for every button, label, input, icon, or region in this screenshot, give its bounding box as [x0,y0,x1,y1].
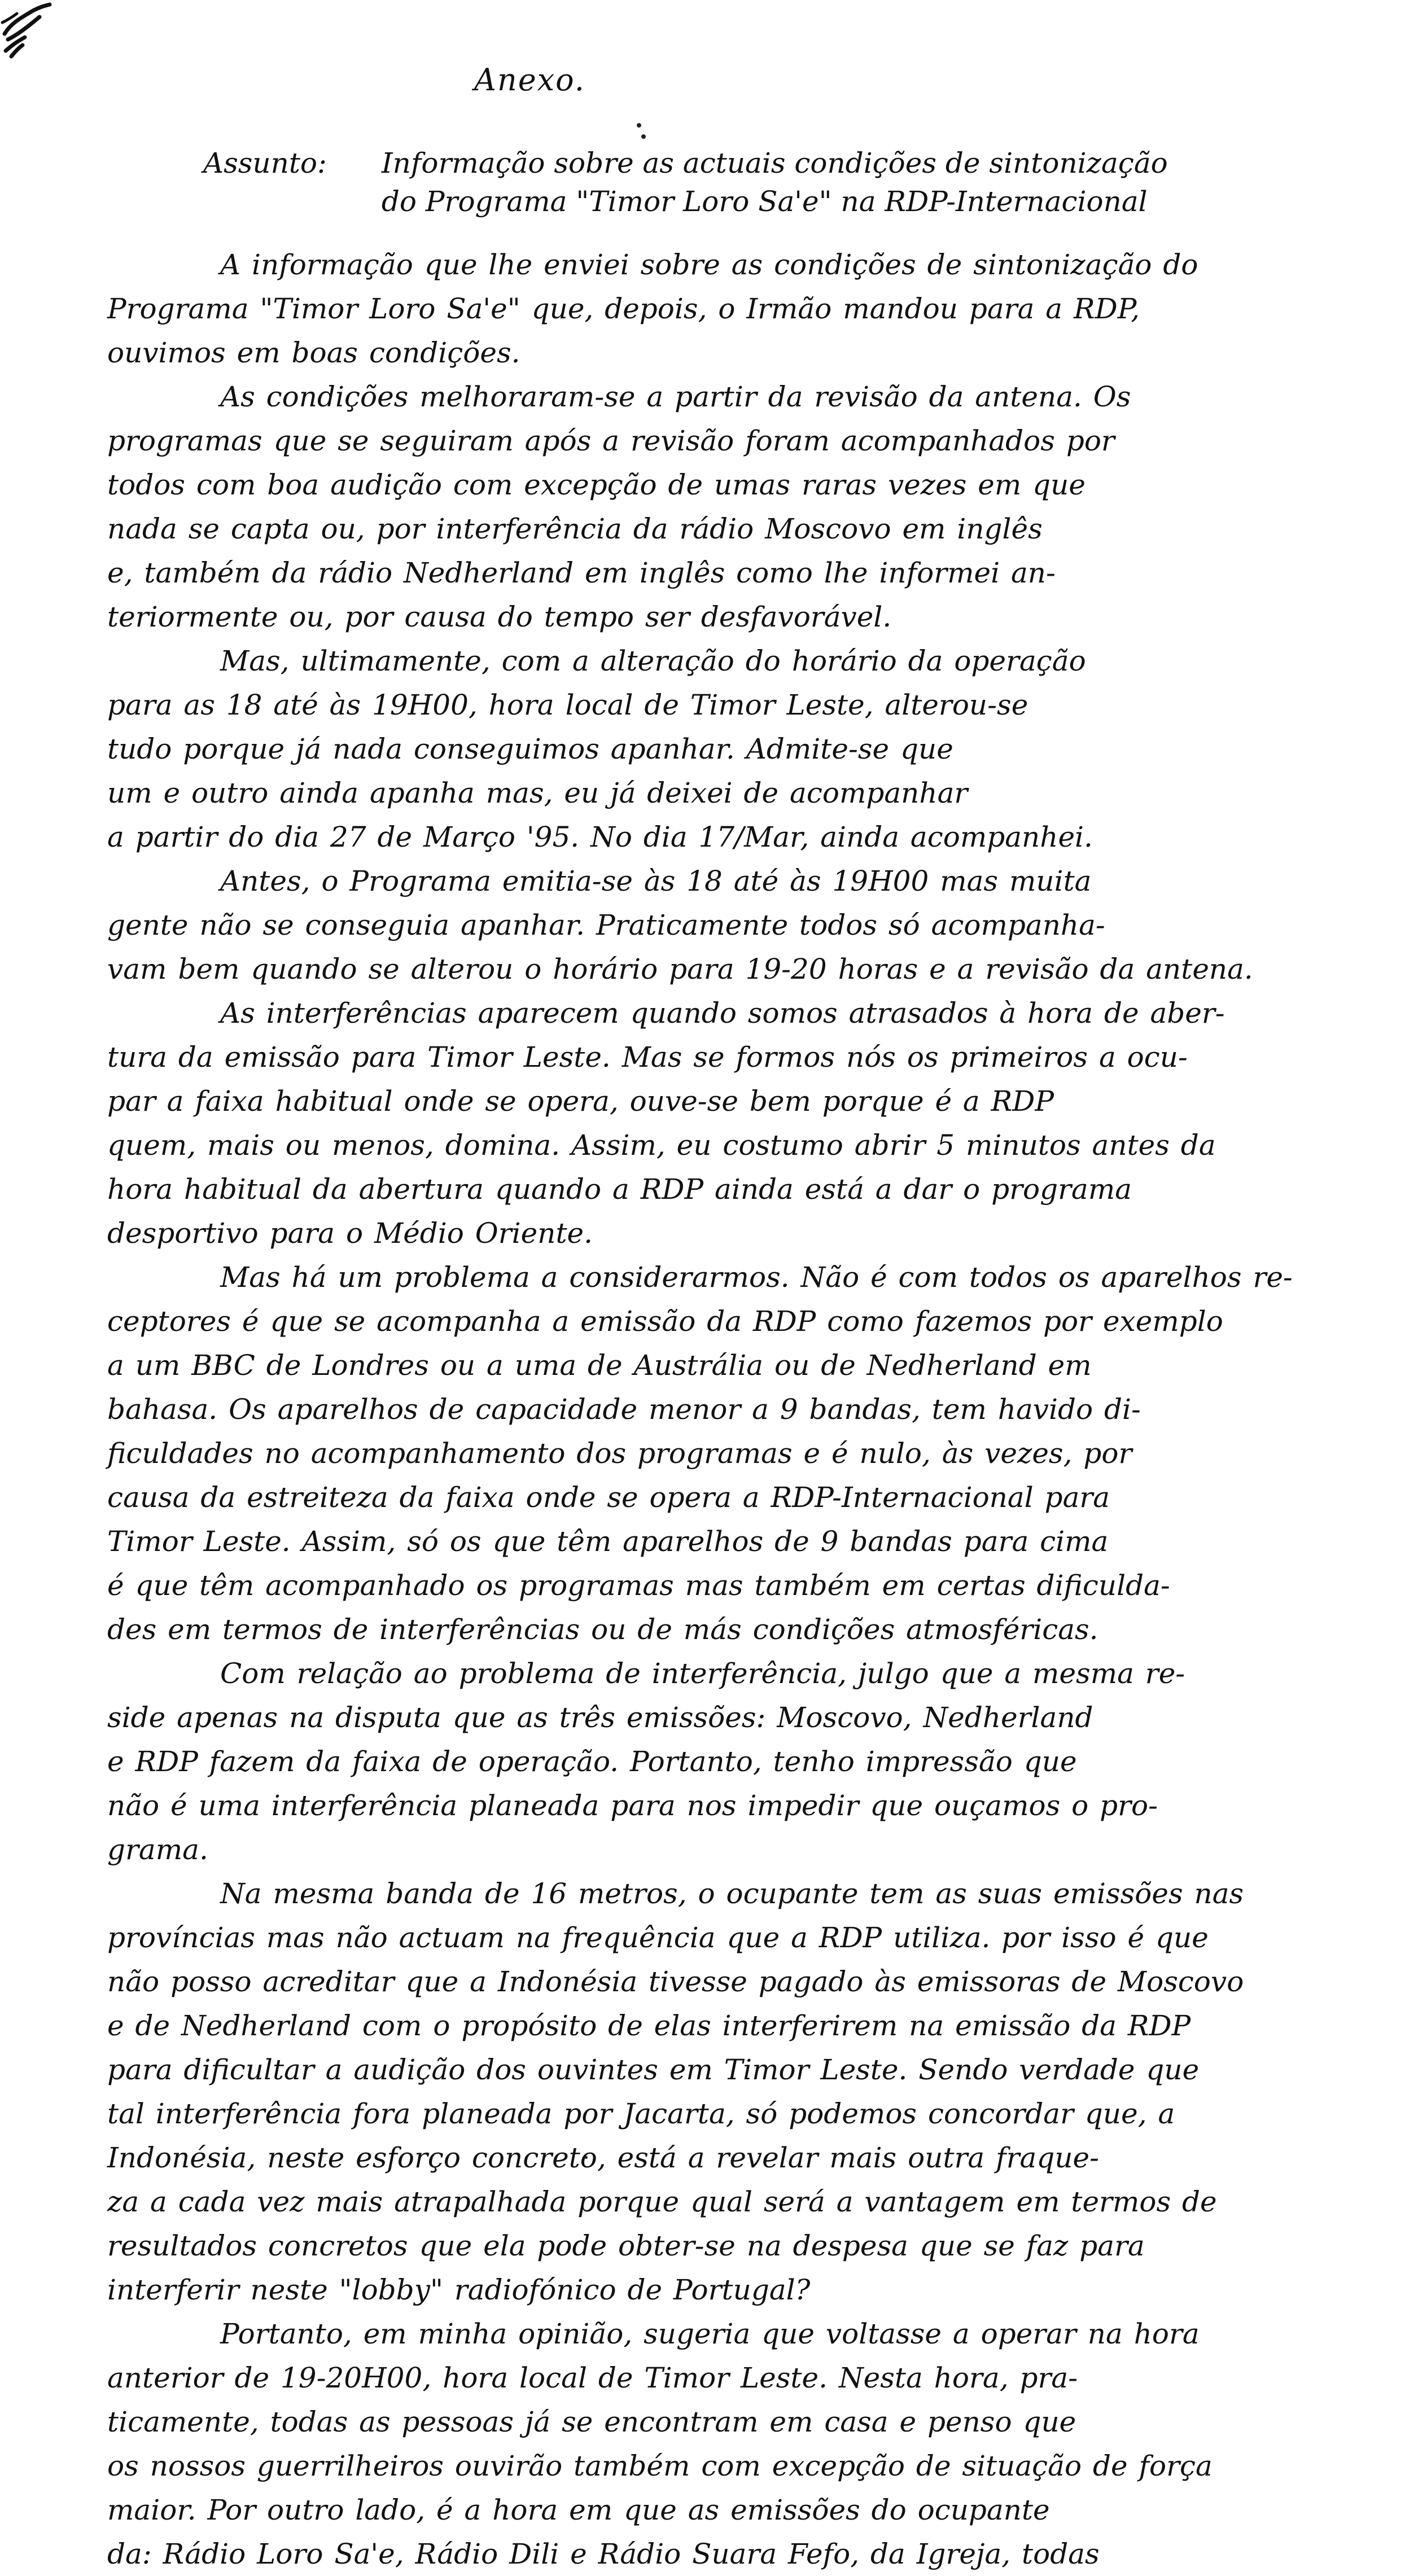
body-line: os nossos guerrilheiros ouvirão também com excepção de situação de força [107,2450,1212,2482]
body-line: ficuldades no acompanhamento dos programas e é nulo, às vezes, por [107,1437,1132,1470]
subject-line: do Programa "Timor Loro Sa'e" na RDP-Internacional [381,185,1148,218]
body-line: interferir neste "lobby" radiofónico de Portugal? [107,2273,811,2306]
body-line: quem, mais ou menos, domina. Assim, eu costumo abrir 5 minutos antes da [107,1129,1216,1162]
subject-line: Informação sobre as actuais condições de sintonização [381,147,1168,179]
body-line: anterior de 19-20H00, hora local de Timor Leste. Nesta hora, pra- [107,2362,1078,2394]
subject-label: Assunto: [203,147,327,179]
body-line: todos com boa audição com excepção de umas raras vezes em que [107,468,1085,501]
body-line: causa da estreiteza da faixa onde se opera a RDP-Internacional para [107,1481,1110,1514]
body-line: para dificultar a audição dos ouvintes em Timor Leste. Sendo verdade que [107,2053,1200,2086]
body-line: desportivo para o Médio Oriente. [107,1217,593,1250]
body-line: Portanto, em minha opinião, sugeria que voltasse a operar na hora [220,2317,1200,2350]
body-line: para as 18 até às 19H00, hora local de Timor Leste, alterou-se [107,689,1028,721]
body-line: Mas há um problema a considerarmos. Não é com todos os aparelhos re- [220,1261,1293,1294]
body-line: A informação que lhe enviei sobre as condições de sintonização do [220,248,1198,281]
body-line: teriormente ou, por causa do tempo ser desfavorável. [107,601,892,633]
body-line: não é uma interferência planeada para nos impedir que ouçamos o pro- [107,1789,1158,1822]
body-line: ceptores é que se acompanha a emissão da RDP como fazemos por exemplo [107,1305,1223,1338]
body-line: e, também da rádio Nedherland em inglês como lhe informei an- [107,557,1056,589]
body-line: Mas, ultimamente, com a alteração do horário da operação [220,645,1086,677]
pen-scribble-mark [0,0,68,68]
body-line: é que têm acompanhado os programas mas também em certas dificulda- [107,1569,1170,1602]
subject-block [203,144,1321,221]
body-line: a um BBC de Londres ou a uma de Austrália ou de Nedherland em [107,1349,1092,1382]
body-line: hora habitual da abertura quando a RDP ainda está a dar o programa [107,1173,1132,1206]
body-line: da: Rádio Loro Sa'e, Rádio Dili e Rádio Suara Fefo, da Igreja, todas [107,2538,1100,2570]
body-line: tura da emissão para Timor Leste. Mas se formos nós os primeiros a ocu- [107,1041,1188,1074]
body-line: Programa "Timor Loro Sa'e" que, depois, o Irmão mandou para a RDP, [107,292,1140,325]
body-line: ouvimos em boas condições. [107,336,520,369]
ink-dot [637,123,641,128]
body-line: As interferências aparecem quando somos atrasados à hora de aber- [220,997,1225,1029]
body-line: ticamente, todas as pessoas já se encontram em casa e penso que [107,2406,1076,2438]
subject-text [382,144,1319,221]
body-line: Com relação ao problema de interferência, julgo que a mesma re- [220,1657,1185,1690]
body-line: des em termos de interferências ou de más condições atmosféricas. [107,1613,1098,1646]
body-line: grama. [107,1833,208,1866]
body-line: vam bem quando se alterou o horário para 19-20 horas e a revisão da antena. [107,953,1253,985]
body-line: províncias mas não actuam na frequência que a RDP utiliza. por isso é que [107,1921,1209,1954]
body-line: Indonésia, neste esforço concreto, está a revelar mais outra fraque- [107,2141,1100,2174]
body-line: nada se capta ou, por interferência da rádio Moscovo em inglês [107,512,1043,545]
body-line: bahasa. Os aparelhos de capacidade menor a 9 bandas, tem havido di- [107,1393,1141,1426]
body-line: Antes, o Programa emitia-se às 18 até às 19H00 mas muita [220,865,1092,897]
body-line: tudo porque já nada conseguimos apanhar. Admite-se que [107,733,953,765]
body-line: tal interferência fora planeada por Jacarta, só podemos concordar que, a [107,2097,1175,2130]
body-line: maior. Por outro lado, é a hora em que as emissões do ocupante [107,2494,1050,2526]
body-line: par a faixa habitual onde se opera, ouve-se bem porque é a RDP [107,1085,1054,1118]
body-line: side apenas na disputa que as três emissões: Moscovo, Nedherland [107,1701,1093,1734]
body-line: programas que se seguiram após a revisão foram acompanhados por [107,424,1115,457]
body-line: e RDP fazem da faixa de operação. Portanto, tenho impressão que [107,1745,1077,1778]
body-line: a partir do dia 27 de Março '95. No dia 17/Mar, ainda acompanhei. [107,821,1093,853]
body-line: Na mesma banda de 16 metros, o ocupante tem as suas emissões nas [220,1877,1244,1910]
body-line: za a cada vez mais atrapalhada porque qual será a vantagem em termos de [107,2185,1217,2218]
body-line: não posso acreditar que a Indonésia tivesse pagado às emissoras de Moscovo [107,1965,1244,1998]
body-line: resultados concretos que ela pode obter-se na despesa que se faz para [107,2229,1145,2262]
body-line: gente não se conseguia apanhar. Praticamente todos só acompanha- [107,909,1105,941]
body-line: Timor Leste. Assim, só os que têm aparelhos de 9 bandas para cima [107,1525,1109,1558]
ink-dot [641,134,646,139]
body-line: e de Nedherland com o propósito de elas interferirem na emissão da RDP [107,2009,1191,2042]
letter-body [107,243,1338,2576]
body-line: um e outro ainda apanha mas, eu já deixei de acompanhar [107,777,968,809]
body-line: As condições melhoraram-se a partir da revisão da antena. Os [220,380,1131,413]
annex-title: Anexo. [474,62,585,98]
